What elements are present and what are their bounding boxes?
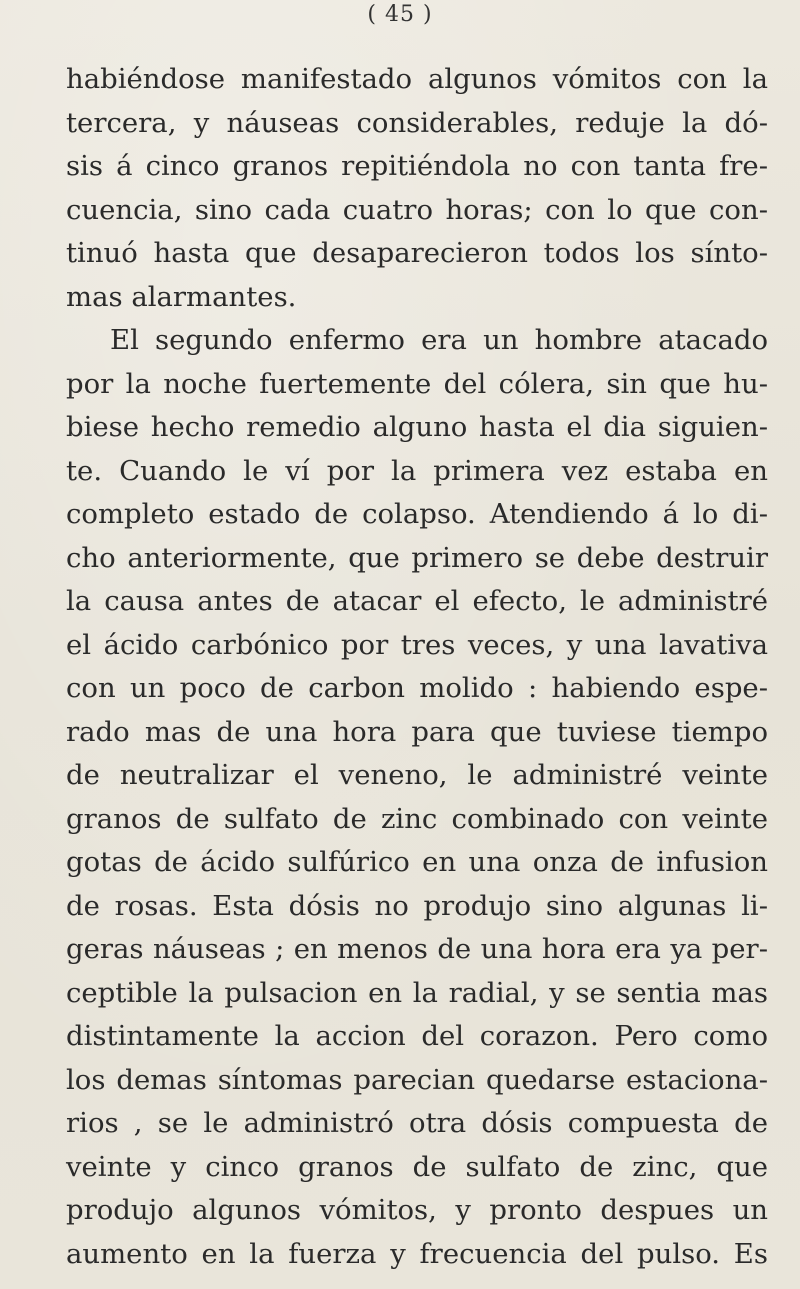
body-text: [66, 58, 768, 1276]
paragraph: [66, 58, 768, 319]
text-line: cuencia, sino cada cuatro horas; con lo que con-: [66, 193, 768, 226]
text-line: de neutralizar el veneno, le administré veinte: [66, 759, 768, 791]
text-line: rios , se le administró otra dósis compuesta de: [66, 1107, 768, 1139]
text-line: cho anteriormente, que primero se debe destruir: [66, 541, 768, 574]
text-line: geras náuseas ; en menos de una hora era ya per-: [66, 933, 768, 965]
text-line: por la noche fuertemente del cólera, sin que hu-: [66, 367, 768, 400]
text-line: con un poco de carbon molido : habiendo espe-: [66, 672, 768, 704]
text-line: el ácido carbónico por tres veces, y una lavativa: [66, 628, 768, 661]
text-line: rado mas de una hora para que tuviese tiempo: [66, 715, 768, 748]
text-line: El segundo enfermo era un hombre atacado: [110, 324, 768, 356]
text-line: distintamente la accion del corazon. Pero como: [66, 1020, 768, 1052]
text-line: habiéndose manifestado algunos vómitos con la: [66, 63, 768, 95]
text-line: granos de sulfato de zinc combinado con veinte: [66, 802, 768, 835]
text-line: aumento en la fuerza y frecuencia del pulso. Es: [66, 1237, 768, 1270]
text-line: biese hecho remedio alguno hasta el dia siguien-: [66, 411, 768, 443]
text-line: veinte y cinco granos de sulfato de zinc, que: [66, 1150, 768, 1183]
text-line: sis á cinco granos repitiéndola no con tanta fre-: [66, 150, 768, 182]
text-line: tinuó hasta que desaparecieron todos los sínto-: [66, 237, 768, 269]
text-line: mas alarmantes.: [66, 280, 297, 313]
text-line: gotas de ácido sulfúrico en una onza de infusion: [66, 846, 768, 878]
text-line: te. Cuando le ví por la primera vez estaba en: [66, 454, 768, 487]
text-line: produjo algunos vómitos, y pronto despues un: [66, 1194, 768, 1226]
text-line: los demas síntomas parecian quedarse estaciona-: [66, 1063, 768, 1096]
text-line: completo estado de colapso. Atendiendo á lo di-: [66, 498, 768, 530]
page-number: ( 45 ): [367, 2, 433, 27]
text-line: la causa antes de atacar el efecto, le administré: [66, 585, 768, 617]
paragraph: [66, 319, 768, 1276]
text-line: de rosas. Esta dósis no produjo sino algunas li-: [66, 889, 768, 922]
text-line: tercera, y náuseas considerables, reduje la dó-: [66, 106, 768, 139]
text-line: ceptible la pulsacion en la radial, y se sentia mas: [66, 976, 768, 1009]
